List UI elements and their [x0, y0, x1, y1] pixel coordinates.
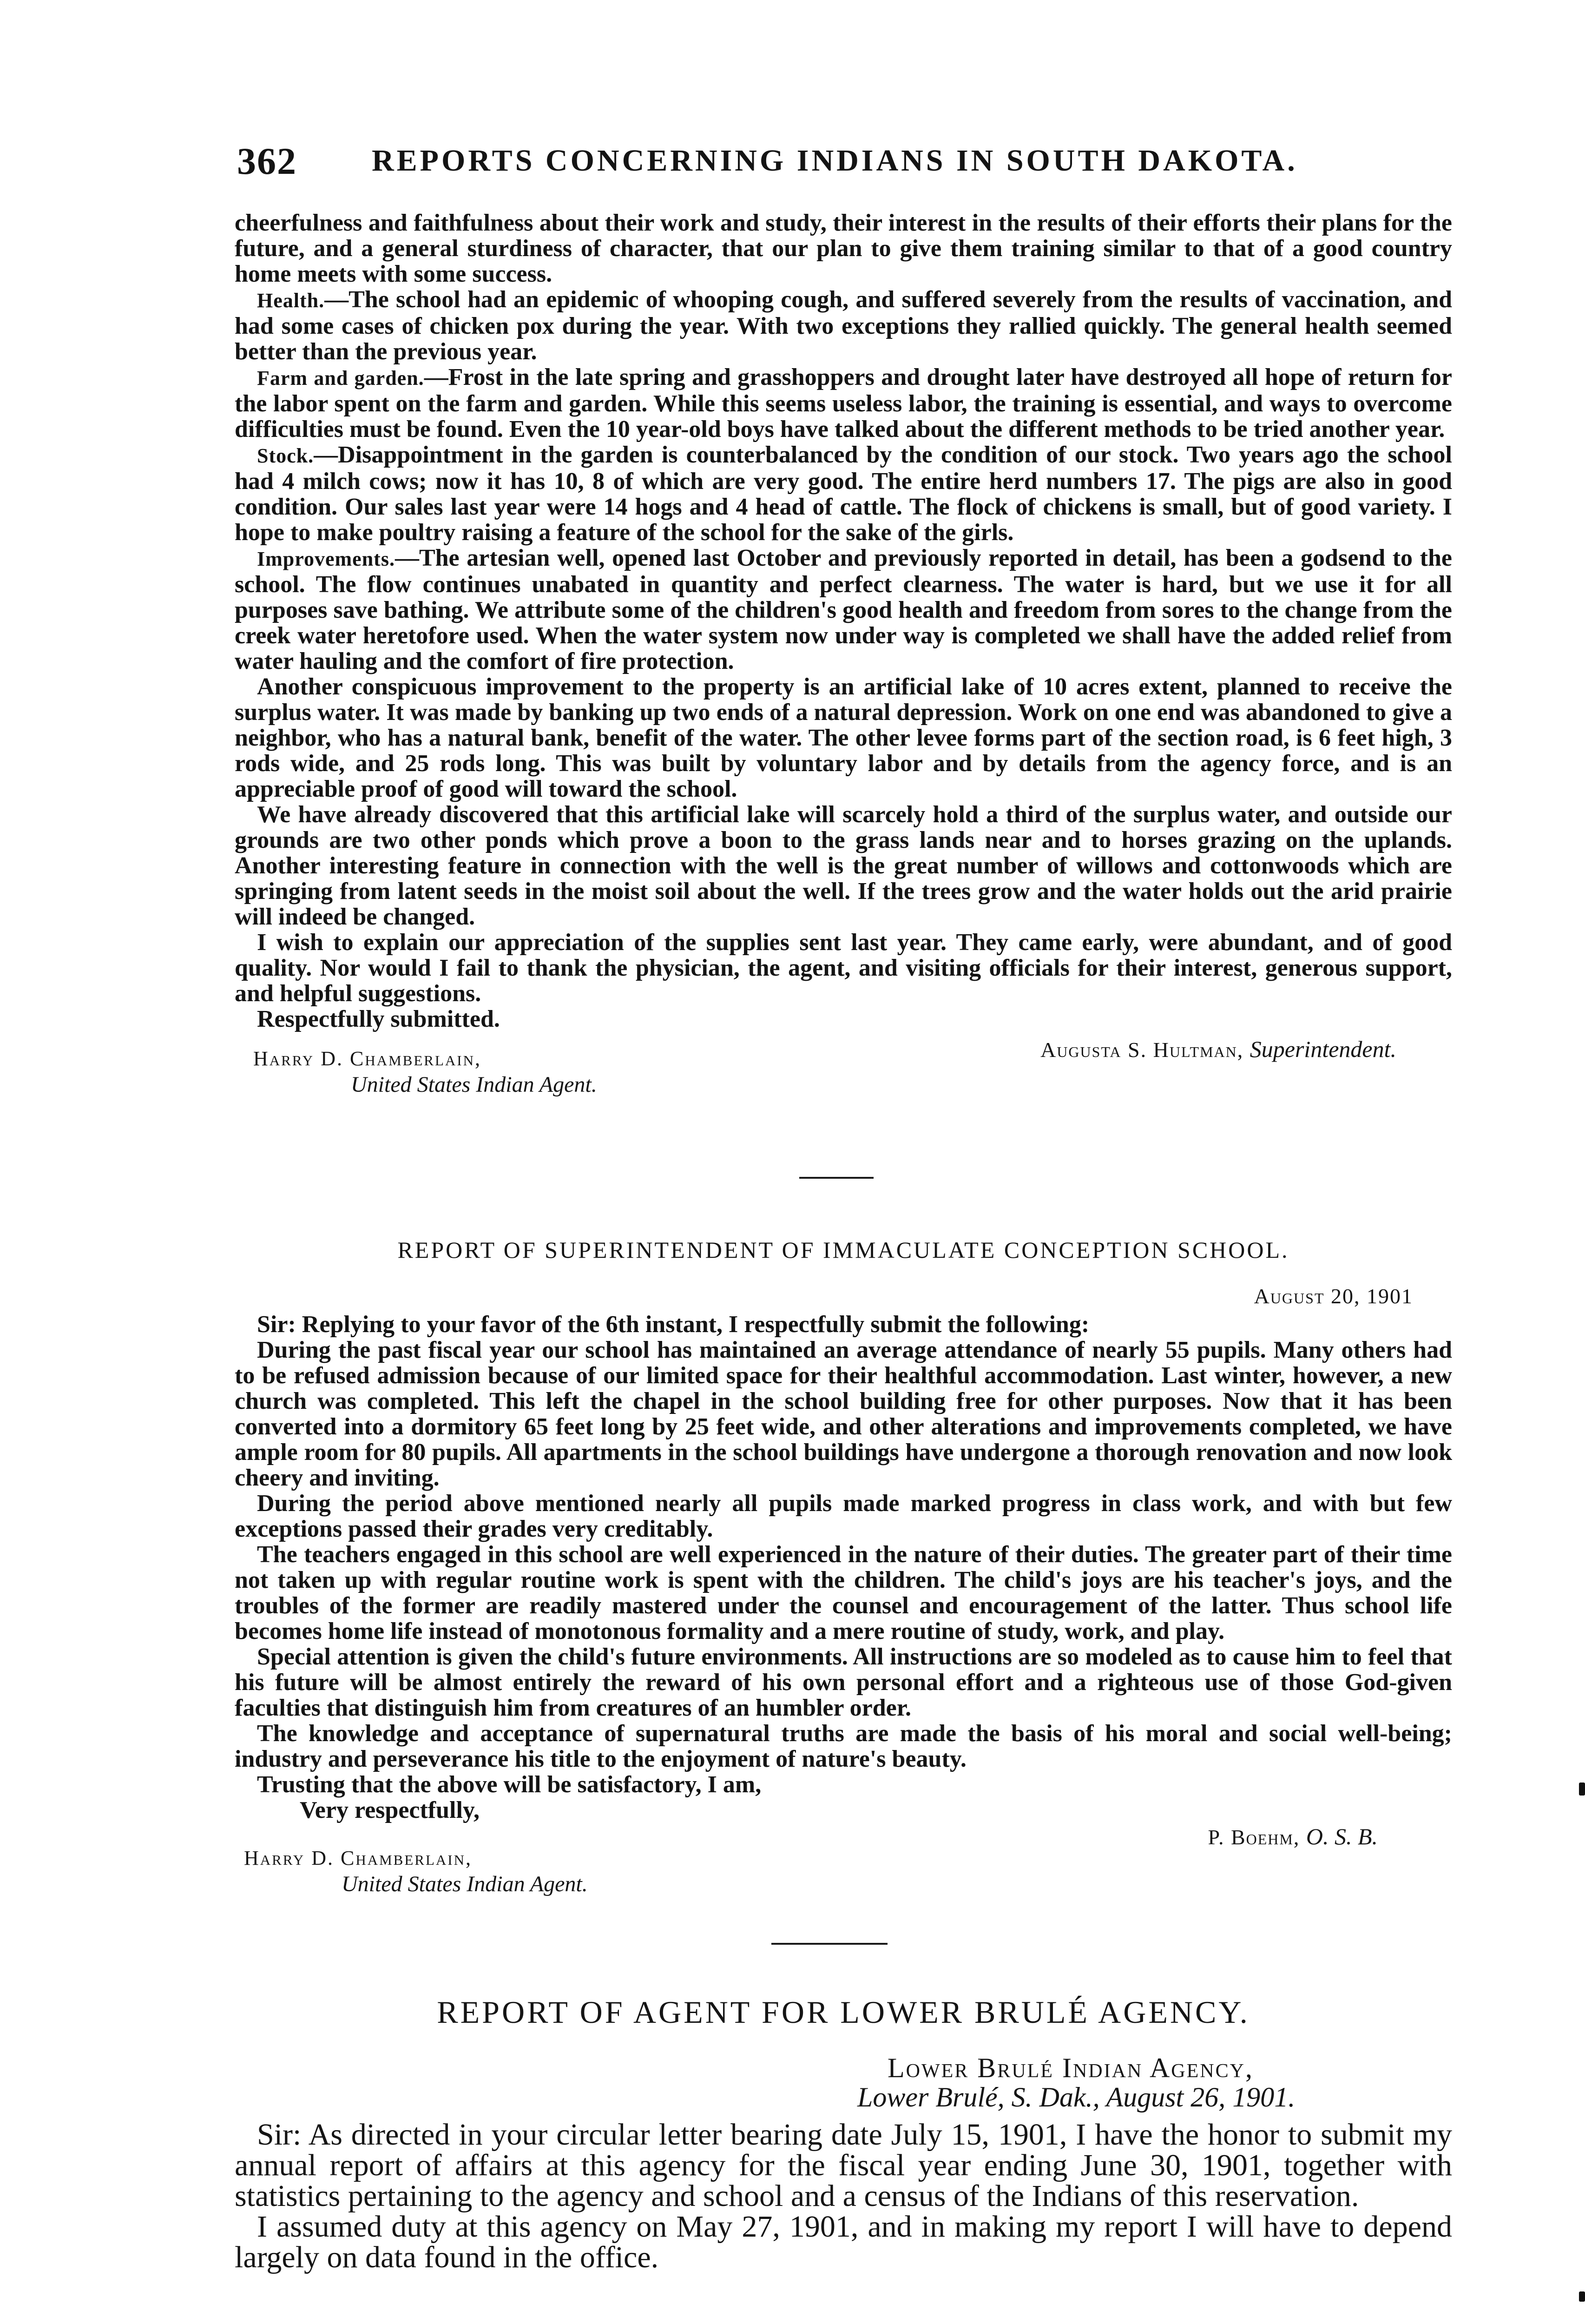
signature-block [235, 1823, 1452, 1896]
signature-block [235, 1036, 1452, 1096]
duty-paragraph: I assumed duty at this agency on May 27, 1901, and in making my report I will have to depend largely on data found in the office. [235, 2210, 1452, 2274]
section-title-lower-brule: REPORT OF AGENT FOR LOWER BRULÉ AGENCY. [437, 1994, 1250, 2030]
report-date: August 20, 1901 [1254, 1284, 1413, 1308]
signer-title: O. S. B. [1306, 1823, 1378, 1849]
section-lower-brule [235, 2119, 1452, 2273]
improvements-paragraph [235, 545, 1452, 674]
salutation-paragraph: Sir: Replying to your favor of the 6th instant, I respectfully submit the following: [257, 1311, 1090, 1338]
knowledge-paragraph: The knowledge and acceptance of supernatural truths are made the basis of his moral and social well-being; industry and perseverance his title to the enjoyment of nature's beauty. [235, 1720, 1452, 1772]
signer [1208, 1823, 1378, 1850]
stock-paragraph [235, 442, 1452, 545]
closing-line: Respectfully submitted. [257, 1006, 500, 1032]
progress-paragraph: During the period above mentioned nearly all pupils made marked progress in class work, and with but few exceptions passed their grades very creditably. [235, 1490, 1452, 1542]
attendance-paragraph: During the past fiscal year our school has maintained an average attendance of nearly 55 pupils. Many others had to be refused admission because of our limited space for their healthful accommodation. Last winter, however, a new church was completed. This left the chapel in the school building free for other purposes. Now that it has been converted into a dormitory 65 feet long by 25 feet wide, and other alterations and improvements completed, we have ample room for 80 pupils. All apartments in the school buildings have undergone a thorough renovation and now look cheery and inviting. [235, 1337, 1452, 1491]
margin-mark [1579, 2291, 1585, 2302]
discovery-paragraph: We have already discovered that this artificial lake will scarcely hold a third of the surplus water, and outside our grounds are two other ponds which prove a boon to the grass lands near and to horses grazing on the uplands. Another interesting feature in connection with the well is the great number of willows and cottonwoods which are springing from latent seeds in the moist soil about the well. If the trees grow and the water holds out the arid prairie will indeed be changed. [235, 801, 1452, 930]
section-divider [771, 1943, 888, 1945]
agency-place-date: Lower Brulé, S. Dak., August 26, 1901. [857, 2082, 1296, 2113]
improvements-text: —The artesian well, opened last October and previously reported in detail, has been a godsend to the school. The flow continues unabated in quantity and perfect clearness. The water is hard, but we use it for all purposes save bathing. We attribute some of the children's good health and freedom from sores to the change from the creek water heretofore used. When the water system now under way is completed we shall have the added relief from water hauling and the comfort of fire protection. [235, 545, 1452, 674]
agent-name: Harry D. Chamberlain, [253, 1047, 481, 1070]
closing-line: Very respectfully, [300, 1797, 480, 1823]
stock-text: —Disappointment in the garden is counterbalanced by the condition of our stock. Two years ago the school had 4 milch cows; now it has 10, 8 of which are very good. The entire herd numbers 17. The pigs are also in good condition. Our sales last year were 14 hogs and 4 head of cattle. The flock of chickens is small, but of good variety. I hope to make poultry raising a feature of the school for the sake of the girls. [235, 442, 1452, 546]
agency-name: Lower Brulé Indian Agency, [888, 2053, 1254, 2083]
page-number: 362 [237, 140, 297, 182]
section-divider [799, 1177, 874, 1179]
margin-mark [1579, 1783, 1585, 1796]
environment-paragraph: Special attention is given the child's future environments. All instructions are so modeled as to cause him to feel that his future will be almost entirely the reward of his own personal effort and a righteous use of those God-given faculties that distinguish him from creatures of an humbler order. [235, 1644, 1452, 1721]
farm-heading: Farm and garden. [257, 367, 424, 390]
lake-paragraph: Another conspicuous improvement to the property is an artificial lake of 10 acres extent, planned to receive the surplus water. It was made by banking up two ends of a natural depression. Work on one end was abandoned to give a neighbor, who has a natural bank, benefit of the water. The other levee forms part of the section road, is 6 feet high, 3 rods wide, and 25 rods long. This was built by voluntary labor and by details from the agency force, and is an appreciable proof of good will toward the school. [235, 673, 1452, 802]
opening-paragraph: Sir: As directed in your circular letter bearing date July 15, 1901, I have the honor to submit my annual report of affairs at this agency for the fiscal year ending June 30, 1901, together with statistics pertaining to the agency and school and a census of the Indians of this reservation. [235, 2118, 1452, 2213]
thanks-paragraph: I wish to explain our appreciation of the supplies sent last year. They came early, were abundant, and of good quality. Nor would I fail to thank the physician, the agent, and visiting officials for their interest, generous support, and helpful suggestions. [235, 929, 1452, 1007]
teachers-paragraph: The teachers engaged in this school are well experienced in the nature of their duties. The greater part of their time not taken up with regular routine work is spent with the children. The child's joys are his teacher's joys, and the troubles of the former are readily mastered under the counsel and encouragement of the latter. Thus school life becomes home life instead of monotonous formality and a mere routine of study, work, and play. [235, 1541, 1452, 1644]
farm-text: —Frost in the late spring and grasshoppers and drought later have destroyed all hope of return for the labor spent on the farm and garden. While this seems useless labor, the training is essential, and ways to overcome difficulties must be found. Even the 10 year-old boys have talked about the different methods to be tried another year. [235, 364, 1453, 442]
section-immaculate-conception [235, 1311, 1452, 1896]
section-title-immaculate: REPORT OF SUPERINTENDENT OF IMMACULATE CONCEPTION SCHOOL. [397, 1237, 1289, 1263]
farm-paragraph [235, 364, 1452, 442]
agent-name: Harry D. Chamberlain, [244, 1847, 472, 1869]
running-title: REPORTS CONCERNING INDIANS IN SOUTH DAKOTA. [372, 144, 1298, 178]
health-heading: Health. [257, 289, 325, 312]
improvements-heading: Improvements. [257, 548, 395, 570]
agent-title: United States Indian Agent. [342, 1872, 588, 1896]
stock-heading: Stock. [257, 444, 314, 467]
running-head [237, 139, 1454, 191]
signer-name: Augusta S. Hultman, [1040, 1038, 1244, 1062]
signer-name: P. Boehm, [1208, 1825, 1300, 1849]
agent-title: United States Indian Agent. [351, 1072, 597, 1097]
section-continued-report [235, 210, 1452, 1096]
intro-paragraph: cheerfulness and faithfulness about their work and study, their interest in the results of their efforts their plans for the future, and a general sturdiness of character, that our plan to give them training similar to that of a good country home meets with some success. [235, 210, 1452, 287]
trusting-line: Trusting that the above will be satisfactory, I am, [257, 1771, 762, 1798]
signer-title: Superintendent. [1250, 1036, 1396, 1062]
health-text: —The school had an epidemic of whooping cough, and suffered severely from the results of vaccination, and had some cases of chicken pox during the year. With two exceptions they rallied quickly. The general health seemed better than the previous year. [235, 286, 1452, 365]
health-paragraph [235, 287, 1452, 364]
signer [1040, 1036, 1396, 1063]
